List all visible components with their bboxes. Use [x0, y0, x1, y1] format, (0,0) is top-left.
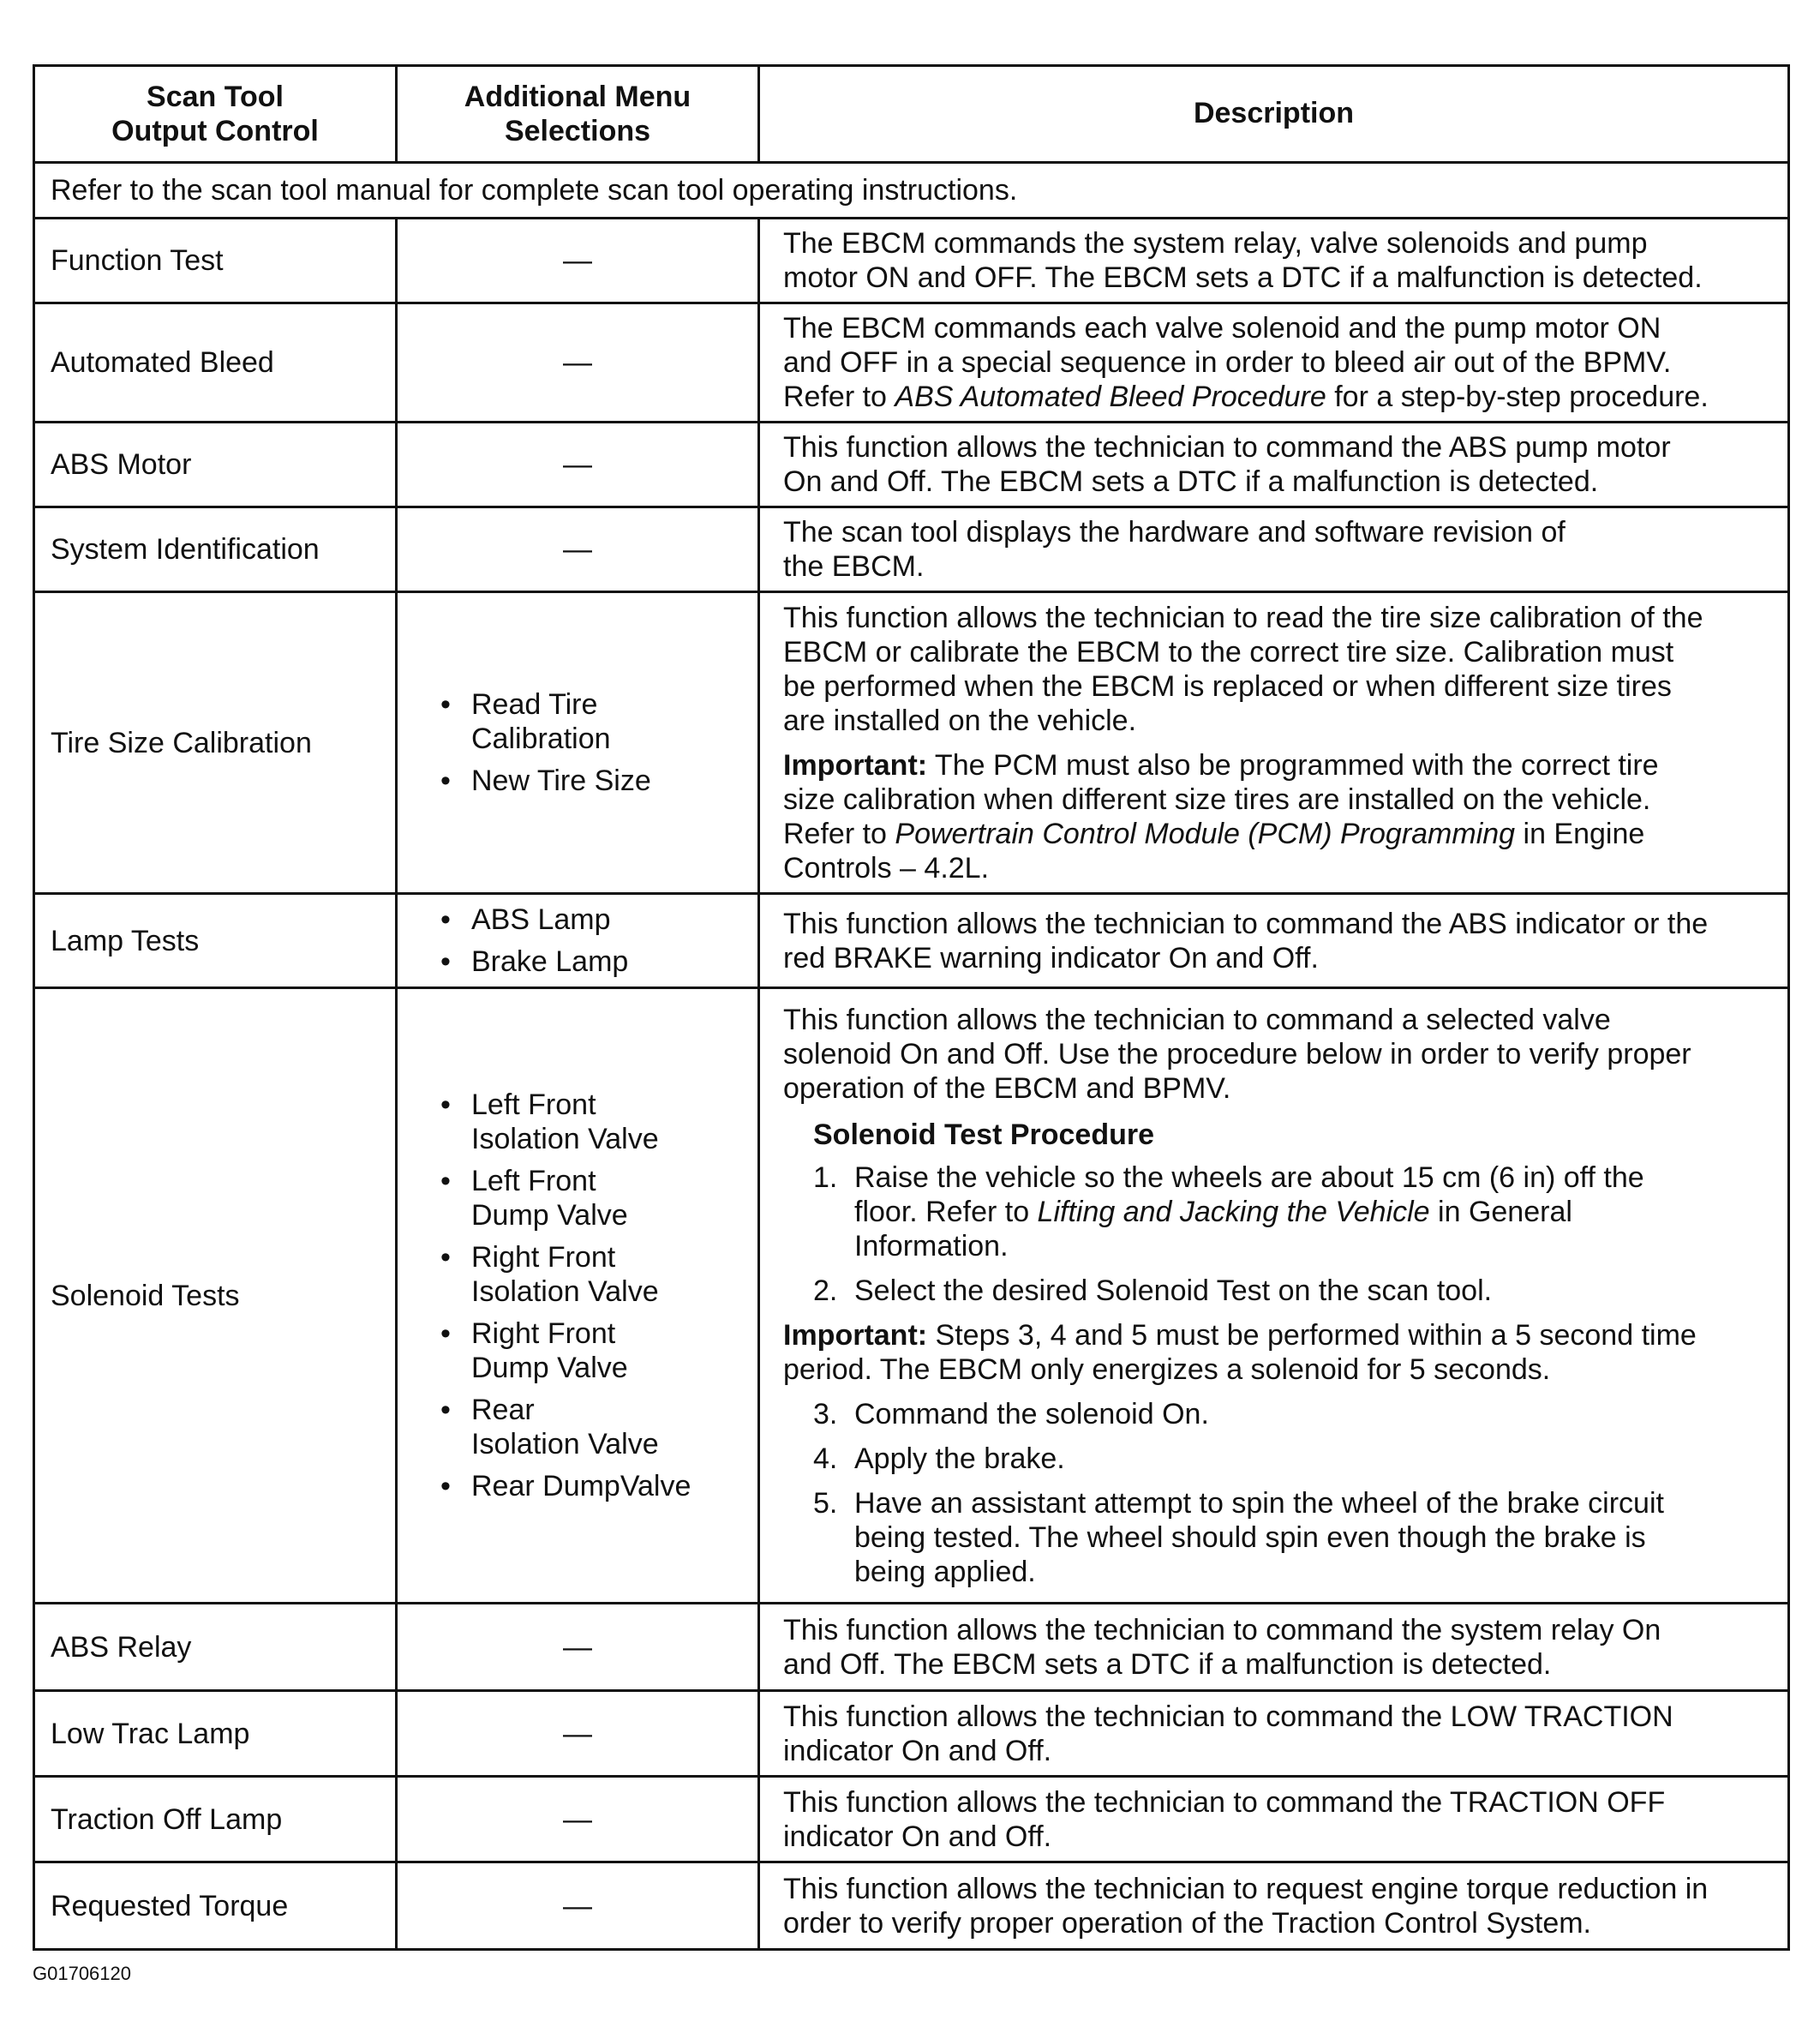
procedure-steps — [813, 1397, 1781, 1589]
reference-lifting-and-jacking: Lifting and Jacking the Vehicle — [1037, 1195, 1430, 1228]
menu-none: — — [397, 423, 759, 507]
control-abs-relay: ABS Relay — [34, 1604, 397, 1691]
menu-lamp-tests — [397, 894, 759, 988]
table-row — [34, 303, 1789, 423]
control-requested-torque: Requested Torque — [34, 1862, 397, 1950]
important-text: Steps 3, 4 and 5 must be performed within a 5 second time period. The EBCM only energizes a solenoid for 5 seconds. — [783, 1318, 1697, 1386]
control-low-trac-lamp: Low Trac Lamp — [34, 1691, 397, 1777]
note-row — [34, 163, 1789, 219]
table-row — [34, 1777, 1789, 1862]
list-item: • Read Tire Calibration — [440, 687, 742, 756]
step-number: 1. — [813, 1160, 838, 1194]
reference-abs-automated-bleed-procedure: ABS Automated Bleed Procedure — [895, 381, 1326, 413]
menu-none: — — [397, 1691, 759, 1777]
control-solenoid-tests: Solenoid Tests — [34, 988, 397, 1604]
list-item: • Right Front Dump Valve — [440, 1316, 742, 1385]
menu-none: — — [397, 1862, 759, 1950]
important-note — [783, 1318, 1781, 1387]
menu-selection-list — [440, 903, 742, 979]
list-item: • ABS Lamp — [440, 903, 742, 937]
list-item: • Left Front Dump Valve — [440, 1164, 742, 1232]
step-text: in General Information. — [854, 1195, 1572, 1262]
description-low-trac-lamp: This function allows the technician to command the LOW TRACTION indicator On and Off. — [759, 1691, 1789, 1777]
important-text: The PCM must also be programmed with the correct tire size calibration when different size tires are installed on the vehicle. Refer to — [783, 748, 1659, 850]
description-abs-motor: This function allows the technician to command the ABS pump motor On and Off. The EBCM sets a DTC if a malfunction is detected. — [759, 423, 1789, 507]
figure-id: G01706120 — [33, 1963, 131, 1984]
table-row — [34, 507, 1789, 592]
table-row — [34, 423, 1789, 507]
description-system-identification: The scan tool displays the hardware and software revision of the EBCM. — [759, 507, 1789, 592]
control-system-identification: System Identification — [34, 507, 397, 592]
control-automated-bleed: Automated Bleed — [34, 303, 397, 423]
table-row — [34, 592, 1789, 894]
table-row — [34, 219, 1789, 303]
table-row — [34, 988, 1789, 1604]
important-label: Important: — [783, 1318, 928, 1352]
procedure-step — [813, 1397, 1781, 1431]
important-label: Important: — [783, 748, 928, 782]
menu-selection-list — [440, 1088, 742, 1503]
step-text: Apply the brake. — [854, 1442, 1065, 1475]
list-item: • Brake Lamp — [440, 945, 742, 979]
control-abs-motor: ABS Motor — [34, 423, 397, 507]
step-text: Raise the vehicle so the wheels are about 15 cm (6 in) off the floor. Refer to — [854, 1160, 1644, 1228]
step-text: Command the solenoid On. — [854, 1397, 1209, 1430]
menu-none: — — [397, 507, 759, 592]
description-paragraph: This function allows the technician to read the tire size calibration of the EBCM or calibrate the EBCM to the correct tire size. Calibration must be performed when the EBCM is replaced or when different size tires are installed on the vehicle. — [783, 601, 1703, 737]
procedure-step — [813, 1442, 1781, 1476]
description-abs-relay: This function allows the technician to command the system relay On and Off. The EBCM sets a DTC if a malfunction is detected. — [759, 1604, 1789, 1691]
list-item: • Rear Isolation Valve — [440, 1393, 742, 1461]
description-text: The EBCM commands each valve solenoid and the pump motor ON and OFF in a special sequence in order to bleed air out of the BPMV. Refer to — [783, 312, 1672, 413]
important-text: in Engine Controls – 4.2L. — [783, 817, 1645, 885]
scan-tool-output-control-table — [33, 64, 1790, 1951]
list-item: • Rear DumpValve — [440, 1469, 742, 1503]
menu-none: — — [397, 1604, 759, 1691]
list-item: • Right Front Isolation Valve — [440, 1240, 742, 1309]
procedure-title: Solenoid Test Procedure — [813, 1118, 1155, 1151]
document — [33, 64, 1787, 1951]
menu-none: — — [397, 219, 759, 303]
description-tire-size-calibration — [759, 592, 1789, 894]
menu-none: — — [397, 303, 759, 423]
menu-solenoid-tests — [397, 988, 759, 1604]
list-item: • New Tire Size — [440, 764, 742, 798]
description-traction-off-lamp: This function allows the technician to command the TRACTION OFF indicator On and Off. — [759, 1777, 1789, 1862]
header-scan-tool-output-control: Scan Tool Output Control — [34, 66, 397, 163]
menu-none: — — [397, 1777, 759, 1862]
control-function-test: Function Test — [34, 219, 397, 303]
step-number: 3. — [813, 1397, 838, 1430]
reference-pcm-programming: Powertrain Control Module (PCM) Programming — [895, 817, 1516, 850]
table-row — [34, 1691, 1789, 1777]
description-paragraph: This function allows the technician to command a selected valve solenoid On and Off. Use the procedure below in order to verify proper operation of the EBCM and BPMV. — [783, 1003, 1691, 1105]
procedure-step — [813, 1486, 1781, 1589]
menu-selection-list — [440, 687, 742, 798]
description-lamp-tests: This function allows the technician to command the ABS indicator or the red BRAKE warning indicator On and Off. — [759, 894, 1789, 988]
table-row — [34, 894, 1789, 988]
step-number: 4. — [813, 1442, 838, 1475]
procedure-step — [813, 1274, 1781, 1308]
list-item: • Left Front Isolation Valve — [440, 1088, 742, 1156]
control-traction-off-lamp: Traction Off Lamp — [34, 1777, 397, 1862]
important-note — [783, 748, 1781, 885]
description-automated-bleed — [759, 303, 1789, 423]
step-number: 2. — [813, 1274, 838, 1307]
control-lamp-tests: Lamp Tests — [34, 894, 397, 988]
description-text: for a step-by-step procedure. — [1326, 381, 1709, 413]
description-function-test: The EBCM commands the system relay, valve solenoids and pump motor ON and OFF. The EBCM sets a DTC if a malfunction is detected. — [759, 219, 1789, 303]
header-description: Description — [759, 66, 1789, 163]
step-text: Have an assistant attempt to spin the wheel of the brake circuit being tested. The wheel should spin even though the brake is being applied. — [854, 1486, 1664, 1588]
menu-tire-size-calibration — [397, 592, 759, 894]
control-tire-size-calibration: Tire Size Calibration — [34, 592, 397, 894]
step-number: 5. — [813, 1486, 838, 1520]
operating-instructions-note: Refer to the scan tool manual for complete scan tool operating instructions. — [34, 163, 1789, 219]
step-text: Select the desired Solenoid Test on the scan tool. — [854, 1274, 1493, 1307]
header-additional-menu-selections: Additional Menu Selections — [397, 66, 759, 163]
procedure-step — [813, 1160, 1781, 1263]
table-row — [34, 1862, 1789, 1950]
header-row — [34, 66, 1789, 163]
description-requested-torque: This function allows the technician to request engine torque reduction in order to verify proper operation of the Traction Control System. — [759, 1862, 1789, 1950]
procedure-steps — [813, 1160, 1781, 1308]
table-row — [34, 1604, 1789, 1691]
description-solenoid-tests — [759, 988, 1789, 1604]
